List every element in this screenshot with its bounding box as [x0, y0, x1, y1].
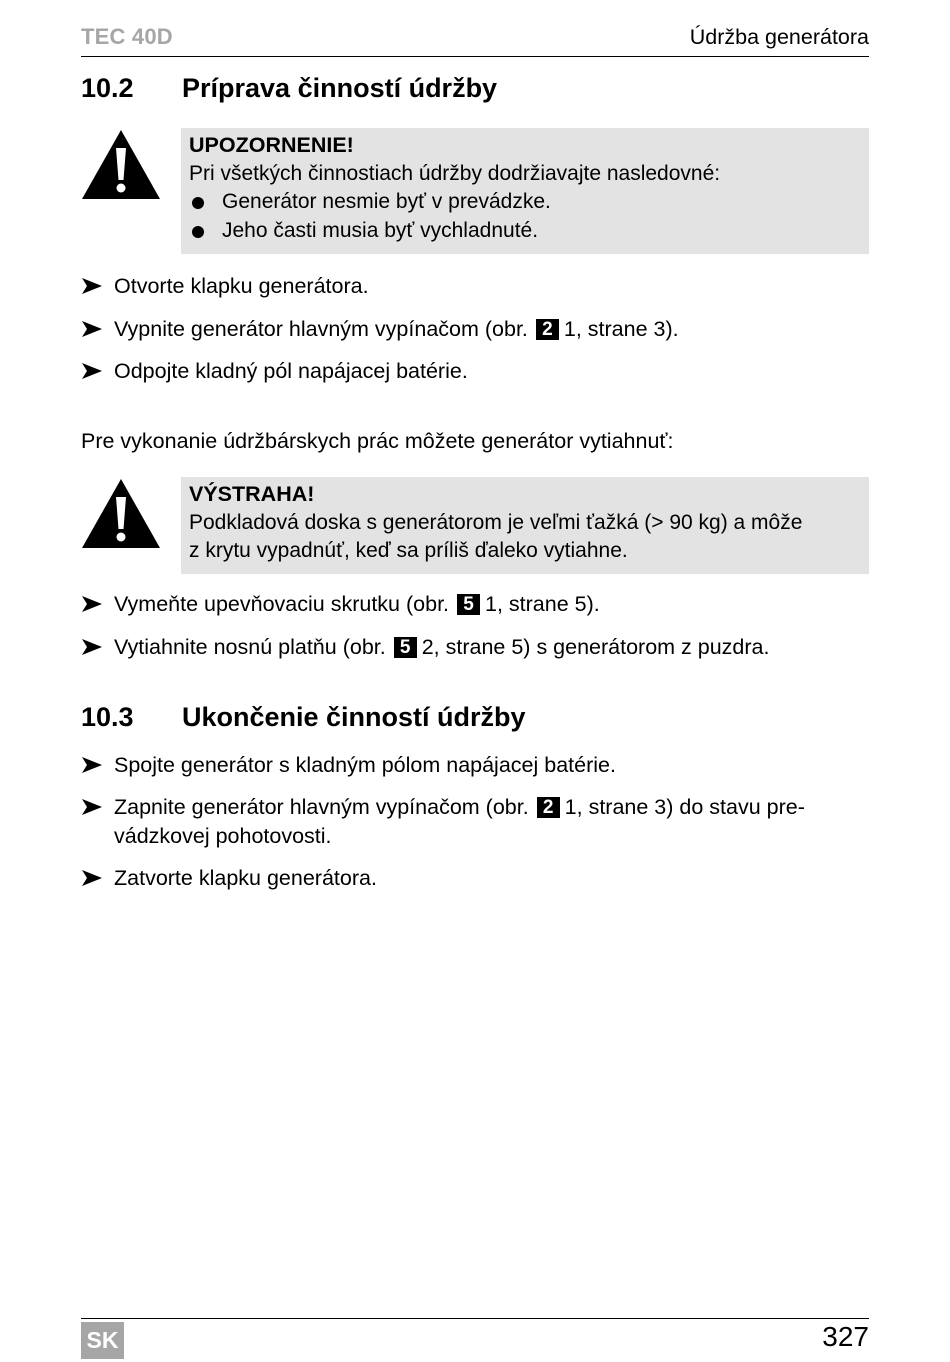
- figure-reference: 5: [394, 637, 417, 658]
- warning-box: [181, 477, 869, 574]
- body-paragraph: Pre vykonanie údržbárskych prác môžete generátor vytiahnuť:: [81, 429, 674, 453]
- notice-label: UPOZORNENIE!: [189, 133, 354, 157]
- language-tab: SK: [81, 1322, 124, 1359]
- section-number: 10.3: [81, 702, 134, 732]
- arrowhead-bullet-icon: [81, 590, 103, 618]
- running-section-title: Údržba generátora: [689, 25, 869, 49]
- notice-box: [181, 128, 869, 254]
- arrowhead-bullet-icon: [81, 357, 103, 385]
- step-text: Spojte generátor s kladným pólom napájacej batérie.: [114, 753, 616, 777]
- figure-reference: 2: [536, 319, 559, 340]
- step-text: 2, strane 5) s generátorom z puzdra.: [421, 635, 770, 659]
- section-title: Príprava činností údržby: [182, 73, 498, 103]
- notice-bullet: [189, 217, 861, 246]
- warning-triangle-icon: [81, 477, 161, 549]
- step-text: Zatvorte klapku generátora.: [114, 866, 377, 890]
- arrowhead-bullet-icon: [81, 272, 103, 300]
- document-id: TEC 40D: [81, 24, 173, 49]
- warning-triangle-icon: [81, 128, 161, 200]
- figure-reference: 2: [537, 797, 560, 818]
- arrowhead-bullet-icon: [81, 633, 103, 661]
- step-text-continuation: vádzkovej pohotovosti.: [114, 823, 332, 848]
- step-text: 1, strane 3) do stavu pre-: [564, 795, 805, 819]
- notice-intro: Pri všetkých činnostiach údržby dodržiavajte nasledovné:: [189, 161, 721, 185]
- bullet-dot-icon: [192, 226, 204, 238]
- notice-bullet-text: Generátor nesmie byť v prevádzke.: [222, 190, 551, 213]
- warning-label: VÝSTRAHA!: [189, 482, 315, 506]
- manual-page: [81, 0, 869, 1362]
- page-footer: [81, 1318, 869, 1359]
- warning-text: Podkladová doska s generátorom je veľmi ťažká (> 90 kg) a môže: [189, 510, 803, 534]
- notice-bullet: [189, 188, 861, 217]
- step-text: 1, strane 5).: [485, 592, 600, 616]
- step-text: Vytiahnite nosnú platňu (obr.: [114, 635, 386, 659]
- warning-text: z krytu vypadnúť, keď sa príliš ďaleko vytiahne.: [189, 539, 628, 562]
- arrowhead-bullet-icon: [81, 864, 103, 892]
- arrowhead-bullet-icon: [81, 793, 103, 821]
- section-number: 10.2: [81, 73, 134, 103]
- page-header: [81, 24, 869, 57]
- figure-reference: 5: [457, 594, 480, 615]
- step-text: Odpojte kladný pól napájacej batérie.: [114, 359, 468, 383]
- section-title: Ukončenie činností údržby: [182, 702, 526, 732]
- bullet-dot-icon: [192, 197, 204, 209]
- step-text: Zapnite generátor hlavným vypínačom (obr.: [114, 795, 529, 819]
- step-text: Vymeňte upevňovaciu skrutku (obr.: [114, 592, 450, 616]
- arrowhead-bullet-icon: [81, 315, 103, 343]
- step-text: Otvorte klapku generátora.: [114, 274, 369, 298]
- step-text: Vypnite generátor hlavným vypínačom (obr.: [114, 317, 528, 341]
- page-number: 327: [822, 1321, 869, 1352]
- arrowhead-bullet-icon: [81, 751, 103, 779]
- notice-bullet-text: Jeho časti musia byť vychladnuté.: [222, 218, 539, 242]
- step-text: 1, strane 3).: [563, 317, 679, 341]
